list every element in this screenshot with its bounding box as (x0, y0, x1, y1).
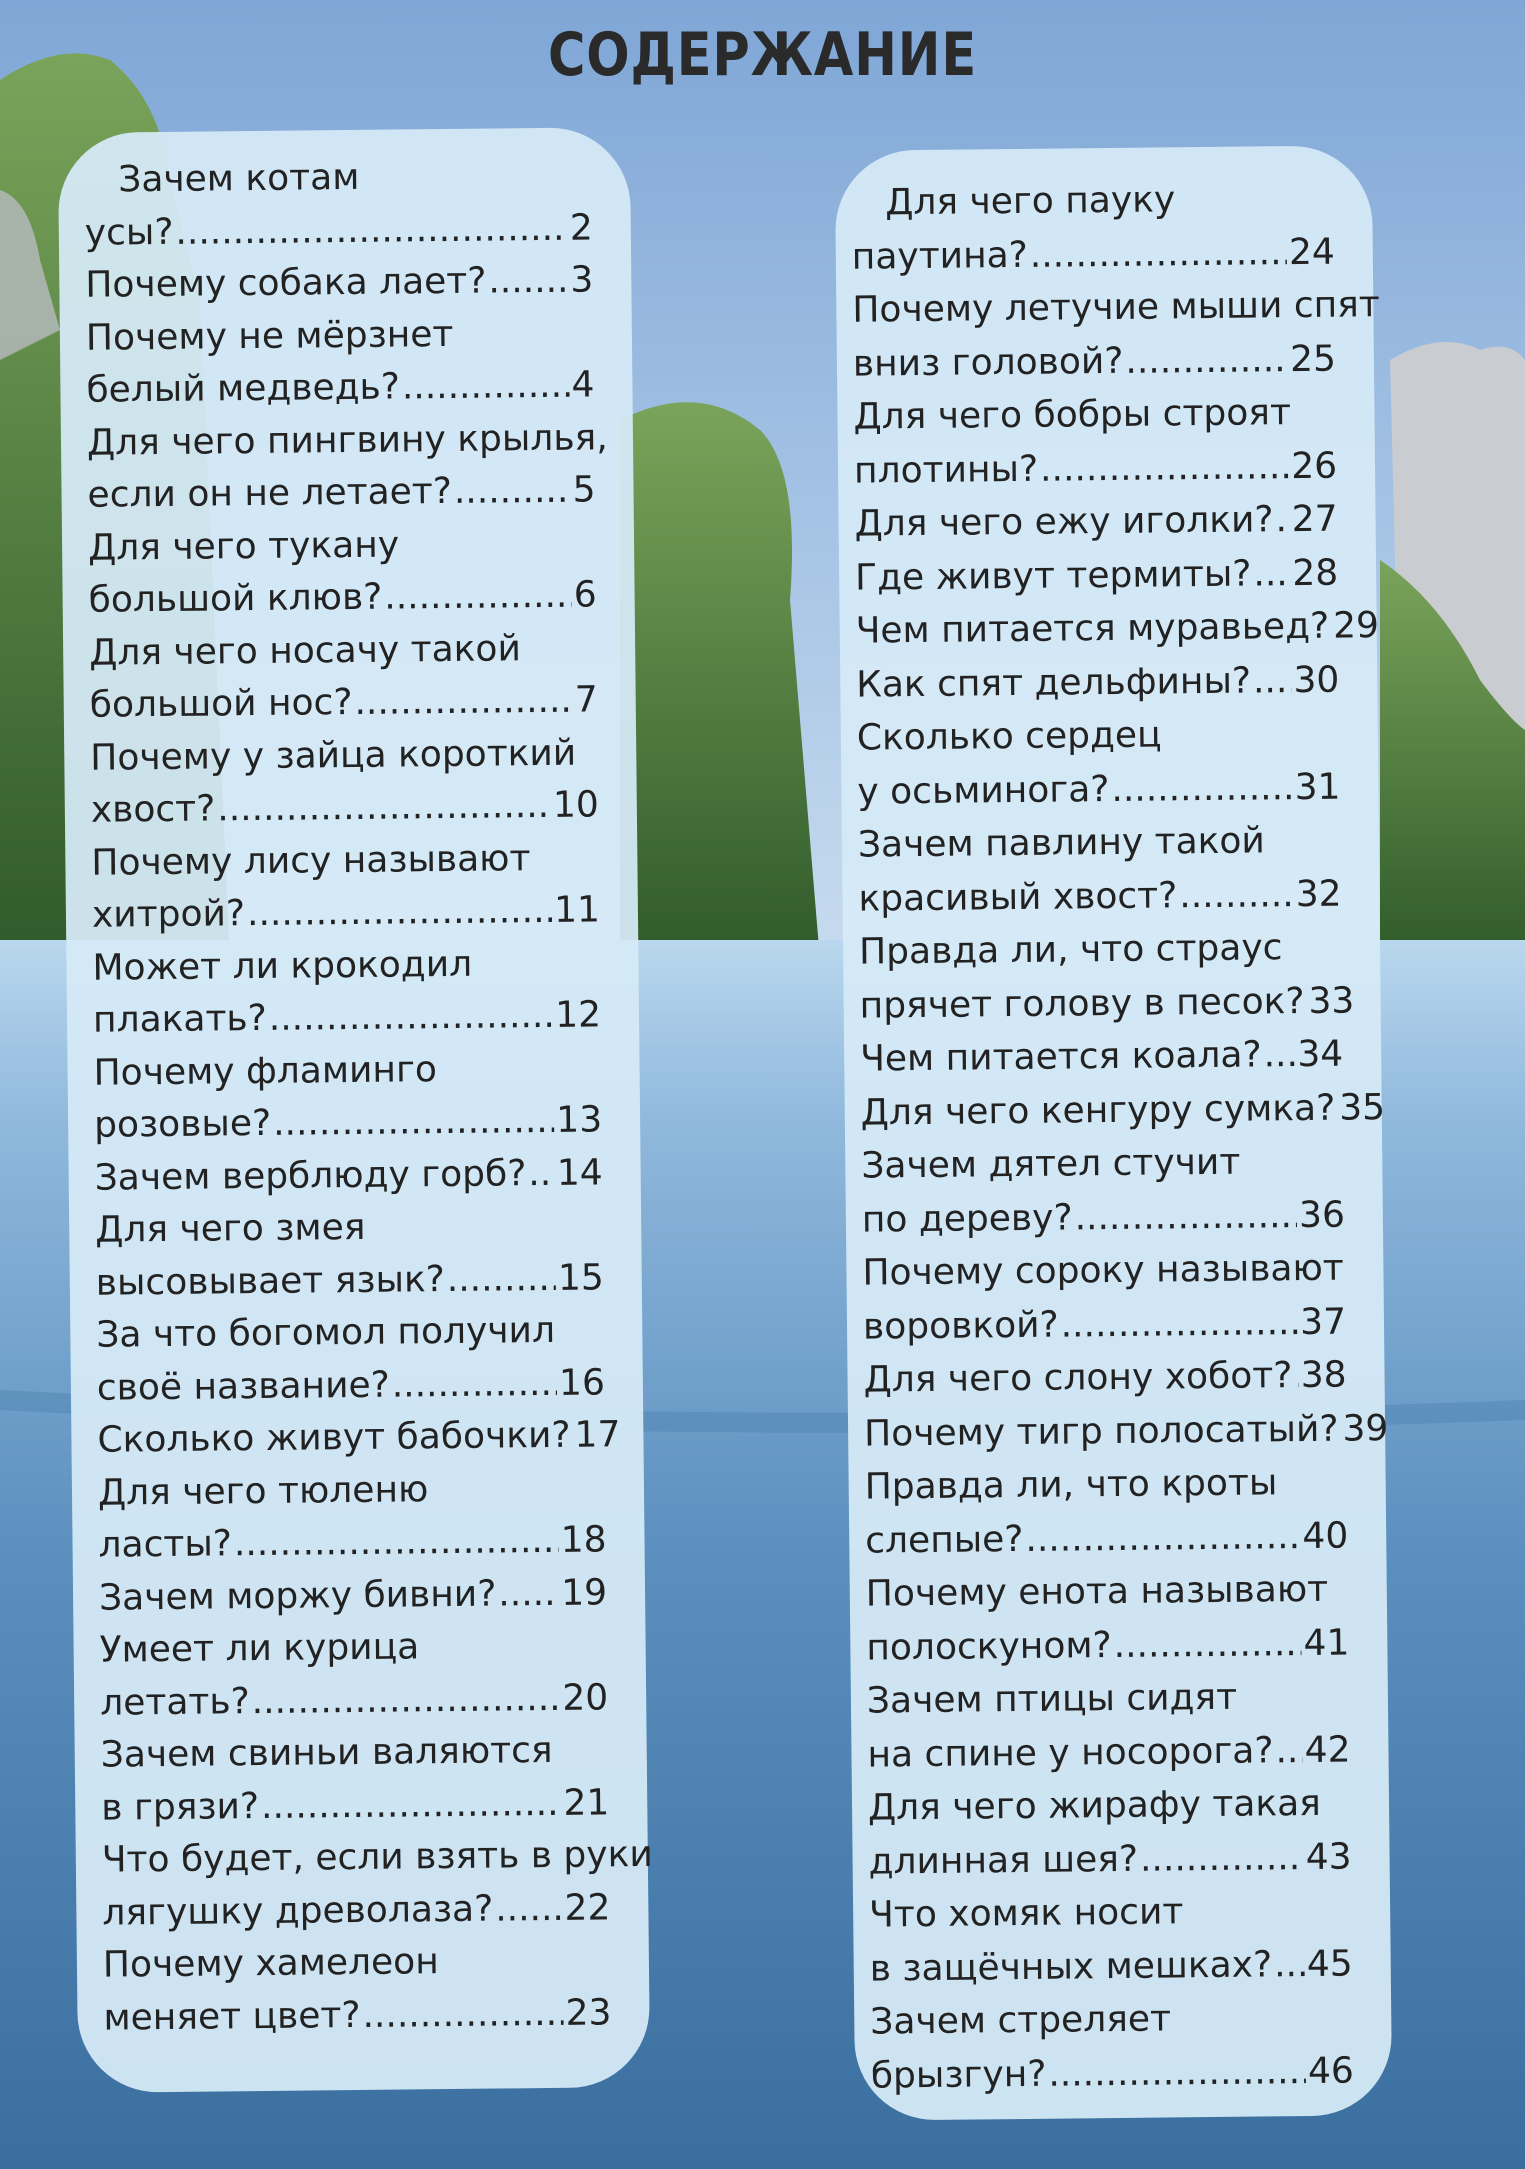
dot-leader (1340, 1402, 1341, 1455)
toc-entry[interactable] (863, 1402, 1389, 1461)
toc-page-number: 28 (1292, 552, 1339, 594)
toc-entry[interactable] (863, 1349, 1347, 1408)
toc-entry[interactable] (99, 1567, 608, 1625)
dot-leader (1337, 1081, 1338, 1134)
toc-page-number: 17 (574, 1414, 621, 1456)
toc-page-number: 6 (573, 574, 597, 616)
dot-leader (1125, 333, 1288, 388)
toc-entry-title: Для чего пингвину крылья, (86, 416, 608, 464)
toc-entry-title: у осьминога? (857, 768, 1110, 813)
toc-entry-title: полоскуном? (866, 1624, 1112, 1669)
toc-entry-title: Для чего пауку (885, 179, 1176, 224)
toc-page-number: 33 (1308, 979, 1355, 1022)
toc-entry[interactable] (857, 707, 1341, 819)
dot-leader (217, 780, 551, 836)
toc-entry-title: Для чего ежу иголки? (854, 499, 1274, 545)
toc-page-number: 38 (1300, 1354, 1347, 1397)
toc-entry[interactable] (90, 727, 599, 837)
toc-entry-title: Что хомяк носит (868, 1891, 1184, 1936)
toc-page-number: 37 (1299, 1301, 1347, 1343)
toc-entry-title: За что богомол получил (96, 1309, 556, 1356)
toc-entry-title: Для чего жирафу такая (867, 1782, 1322, 1829)
toc-entry-title: Зачем свиньи валяются (100, 1729, 553, 1776)
toc-entry-title: Может ли крокодил (92, 943, 473, 989)
toc-page-number: 22 (564, 1886, 611, 1929)
toc-entry[interactable] (853, 386, 1337, 498)
toc-entry[interactable] (858, 921, 1355, 1033)
toc-entry[interactable] (92, 937, 601, 1047)
toc-entry-title: в защёчных мешках? (869, 1943, 1273, 1990)
toc-entry-title: в грязи? (101, 1785, 260, 1829)
toc-page-number: 29 (1332, 605, 1380, 647)
toc-page-number: 13 (556, 1099, 603, 1141)
toc-entry-title: хитрой? (91, 893, 246, 936)
toc-page-number: 11 (553, 889, 601, 931)
toc-page-number: 43 (1305, 1836, 1352, 1878)
toc-entry-title: плакать? (92, 997, 267, 1041)
toc-page-number: 4 (571, 364, 595, 406)
toc-entry[interactable] (100, 1724, 609, 1834)
toc-entry-title: прячет голову в песок? (859, 980, 1305, 1027)
toc-entry[interactable] (91, 832, 600, 942)
toc-entry[interactable] (84, 149, 593, 259)
toc-entry-title: Для чего кенгуру сумка? (860, 1087, 1336, 1134)
toc-page-number: 15 (557, 1256, 604, 1299)
dot-leader (234, 1515, 559, 1571)
toc-entry-title: Для чего носачу такой (88, 627, 522, 674)
toc-entry-title: Почему хамелеон (102, 1941, 439, 1986)
toc-entry[interactable] (860, 1081, 1386, 1140)
toc-entry[interactable] (96, 1304, 605, 1414)
toc-entry[interactable] (97, 1409, 621, 1467)
toc-entry-title: Почему тигр полосатый? (863, 1408, 1339, 1455)
toc-entry-title: если он не летает? (87, 470, 453, 516)
dot-leader (1074, 1189, 1297, 1245)
toc-entry[interactable] (99, 1619, 608, 1729)
toc-entry-title: Чем питается коала? (859, 1034, 1262, 1080)
toc-entry[interactable] (93, 1042, 602, 1152)
toc-entry-title: белый медведь? (86, 366, 401, 411)
dot-leader (1025, 1510, 1301, 1566)
toc-entry[interactable] (88, 517, 597, 627)
toc-entry[interactable] (867, 1670, 1351, 1782)
toc-page-number: 7 (574, 679, 598, 721)
toc-entry[interactable] (85, 254, 594, 312)
toc-entry-title: Зачем моржу бивни? (98, 1573, 497, 1619)
toc-page-number: 16 (558, 1361, 606, 1404)
toc-entry[interactable] (89, 622, 598, 732)
toc-page-number: 32 (1295, 873, 1342, 915)
toc-entry[interactable] (870, 1991, 1354, 2103)
toc-entry-title: Почему фламинго (93, 1048, 438, 1094)
dot-leader (1331, 600, 1332, 653)
toc-page-number: 42 (1304, 1729, 1351, 1771)
page-title: СОДЕРЖАНИЕ (547, 20, 978, 90)
toc-entry[interactable] (861, 1135, 1345, 1247)
toc-entry[interactable] (86, 307, 595, 417)
toc-page-number: 20 (562, 1676, 609, 1719)
toc-entry-title: хвост? (90, 788, 216, 831)
dot-leader (175, 202, 568, 259)
dot-leader (488, 255, 569, 308)
toc-entry-title: Чем питается муравьед? (855, 605, 1330, 652)
toc-entry[interactable] (851, 172, 1335, 284)
toc-entry[interactable] (868, 1777, 1352, 1889)
dot-leader (454, 465, 571, 519)
toc-entry-title: воровкой? (862, 1304, 1059, 1348)
dot-leader (1263, 1028, 1295, 1082)
toc-entry-title: меняет цвет? (103, 1994, 361, 2039)
toc-entry-title: Почему лису называют (91, 837, 531, 884)
toc-entry-title: большой клюв? (88, 576, 383, 621)
toc-page-number: 31 (1294, 766, 1341, 808)
toc-entry-title: Умеет ли курица (99, 1626, 420, 1671)
toc-entry-title: Где живут термиты? (854, 553, 1252, 599)
toc-entry[interactable] (103, 1934, 612, 2044)
dot-leader (1040, 440, 1290, 496)
toc-page-number: 18 (560, 1519, 607, 1561)
dot-leader (498, 1567, 559, 1620)
toc-entry-title: Почему сороку называют (862, 1247, 1344, 1294)
toc-entry[interactable] (862, 1242, 1346, 1354)
toc-panel-left (58, 127, 653, 2093)
dot-leader (391, 1357, 557, 1411)
toc-entry-title: Почему собака лает? (85, 260, 487, 306)
toc-entry-title: своё название? (96, 1364, 390, 1409)
toc-page-number: 19 (561, 1571, 608, 1614)
dot-leader (1030, 226, 1288, 282)
toc-entry-title: по дереву? (861, 1196, 1073, 1241)
toc-entry-title: Для чего змея (95, 1206, 366, 1251)
toc-entry-title: Сколько живут бабочки? (97, 1414, 571, 1461)
toc-entry-title: ласты? (98, 1523, 233, 1566)
toc-page-number: 25 (1289, 338, 1337, 380)
toc-entry[interactable] (95, 1199, 604, 1309)
toc-entry-title: красивый хвост? (858, 874, 1178, 920)
dot-leader (1048, 2045, 1306, 2101)
toc-page-number: 14 (556, 1151, 603, 1194)
toc-entry-title: лягушку древолаза? (102, 1888, 494, 1934)
toc-entry-title: Для чего слону хобот? (863, 1355, 1293, 1401)
toc-page-number: 26 (1290, 445, 1338, 487)
dot-leader (1275, 493, 1290, 547)
dot-leader (1294, 1349, 1299, 1403)
toc-entry-title: Зачем павлину такой (857, 820, 1266, 866)
dot-leader (384, 570, 572, 624)
toc-entry-title: Зачем дятел стучит (861, 1141, 1241, 1187)
toc-entry-title: Зачем котам (118, 156, 360, 201)
toc-page-number: 5 (572, 469, 596, 511)
toc-entry-title: усы? (84, 211, 174, 254)
toc-entry-title: Для чего тюленю (97, 1468, 429, 1514)
dot-leader (402, 360, 570, 414)
toc-page-number: 34 (1297, 1033, 1344, 1076)
toc-page-number: 41 (1303, 1622, 1350, 1664)
toc-entry-title: Зачем птицы сидят (866, 1676, 1238, 1722)
toc-page-number: 10 (552, 784, 600, 826)
toc-entry[interactable] (864, 1456, 1348, 1568)
dot-leader (1274, 1938, 1305, 1992)
toc-entry-title: Правда ли, что кроты (864, 1462, 1278, 1508)
dot-leader (1275, 1724, 1303, 1778)
toc-page-number: 35 (1338, 1086, 1386, 1129)
toc-entry[interactable] (858, 814, 1342, 926)
toc-entry-title: Как спят дельфины? (856, 660, 1252, 706)
dot-leader (1111, 761, 1293, 816)
dot-leader (1253, 654, 1292, 708)
toc-list-right (835, 145, 1393, 2121)
toc-page-number: 2 (569, 206, 593, 249)
toc-panel-right (835, 145, 1393, 2121)
toc-entry[interactable] (86, 412, 608, 522)
toc-page-number: 27 (1291, 498, 1338, 541)
toc-entry-title: Почему у зайца короткий (90, 732, 577, 779)
dot-leader (1113, 1617, 1301, 1672)
toc-entry-title: вниз головой? (852, 340, 1124, 385)
toc-list-left (58, 127, 653, 2093)
toc-entry[interactable] (869, 1884, 1353, 1996)
dot-leader (495, 1882, 563, 1935)
toc-entry-title: Для чего бобры строят (853, 392, 1292, 438)
dot-leader (273, 1095, 555, 1150)
toc-entry-title: розовые? (93, 1102, 272, 1146)
toc-entry[interactable] (98, 1462, 607, 1572)
toc-entry[interactable] (860, 1028, 1344, 1087)
dot-leader (1140, 1831, 1304, 1886)
toc-entry-title: Зачем верблюду горб? (94, 1152, 527, 1199)
toc-entry-title: на спине у носорога? (867, 1729, 1274, 1776)
dot-leader (1253, 547, 1291, 601)
dot-leader (251, 1672, 560, 1728)
toc-entry[interactable] (856, 653, 1340, 712)
toc-entry[interactable] (855, 600, 1380, 659)
toc-entry[interactable] (101, 1829, 653, 1939)
toc-page-number: 39 (1342, 1407, 1389, 1450)
toc-entry-title: брызгун? (870, 2053, 1047, 2097)
toc-page-number: 21 (563, 1781, 610, 1824)
toc-page-number: 3 (570, 259, 594, 301)
toc-entry-title: Почему летучие мыши спят (852, 284, 1380, 331)
toc-entry[interactable] (854, 493, 1338, 552)
dot-leader (1306, 974, 1307, 1027)
toc-entry-title: Почему енота называют (865, 1568, 1329, 1615)
toc-entry-title: паутина? (851, 234, 1028, 278)
toc-entry-title: плотины? (853, 448, 1039, 492)
toc-entry-title: Зачем стреляет (870, 1998, 1172, 2043)
dot-leader (1060, 1296, 1298, 1352)
toc-entry-title: длинная шея? (868, 1838, 1139, 1883)
toc-entry-title: летать? (99, 1680, 250, 1724)
dot-leader (261, 1777, 562, 1833)
dot-leader (247, 885, 553, 941)
toc-entry-title: большой нос? (89, 681, 353, 726)
toc-page-number: 40 (1302, 1515, 1349, 1557)
toc-entry-title: высовывает язык? (95, 1258, 446, 1304)
toc-page-number: 12 (554, 994, 602, 1036)
toc-page-number: 46 (1307, 2050, 1355, 2092)
toc-entry-title: Почему не мёрзнет (85, 313, 454, 359)
dot-leader (268, 990, 553, 1045)
toc-entry[interactable] (94, 1147, 603, 1205)
dot-leader (572, 1410, 573, 1462)
dot-leader (1179, 868, 1294, 923)
toc-entry[interactable] (852, 279, 1380, 391)
toc-entry-title: слепые? (865, 1518, 1024, 1562)
toc-entry[interactable] (866, 1563, 1350, 1675)
toc-entry[interactable] (855, 546, 1339, 605)
toc-entry-title: Сколько сердец (856, 714, 1162, 759)
dot-leader (447, 1252, 557, 1306)
toc-entry-title: Правда ли, что страус (858, 927, 1283, 973)
toc-page-number: 30 (1293, 659, 1340, 701)
toc-page-number: 45 (1306, 1943, 1353, 1985)
toc-entry-title: Что будет, если взять в руки (101, 1833, 653, 1881)
toc-page-number: 23 (565, 1991, 612, 2034)
dot-leader (362, 1987, 564, 2042)
toc-page-number: 24 (1288, 231, 1335, 273)
toc-entry-title: Для чего тукану (87, 523, 400, 569)
dot-leader (354, 675, 573, 730)
toc-page-number: 36 (1298, 1194, 1346, 1236)
dot-leader (528, 1147, 555, 1200)
